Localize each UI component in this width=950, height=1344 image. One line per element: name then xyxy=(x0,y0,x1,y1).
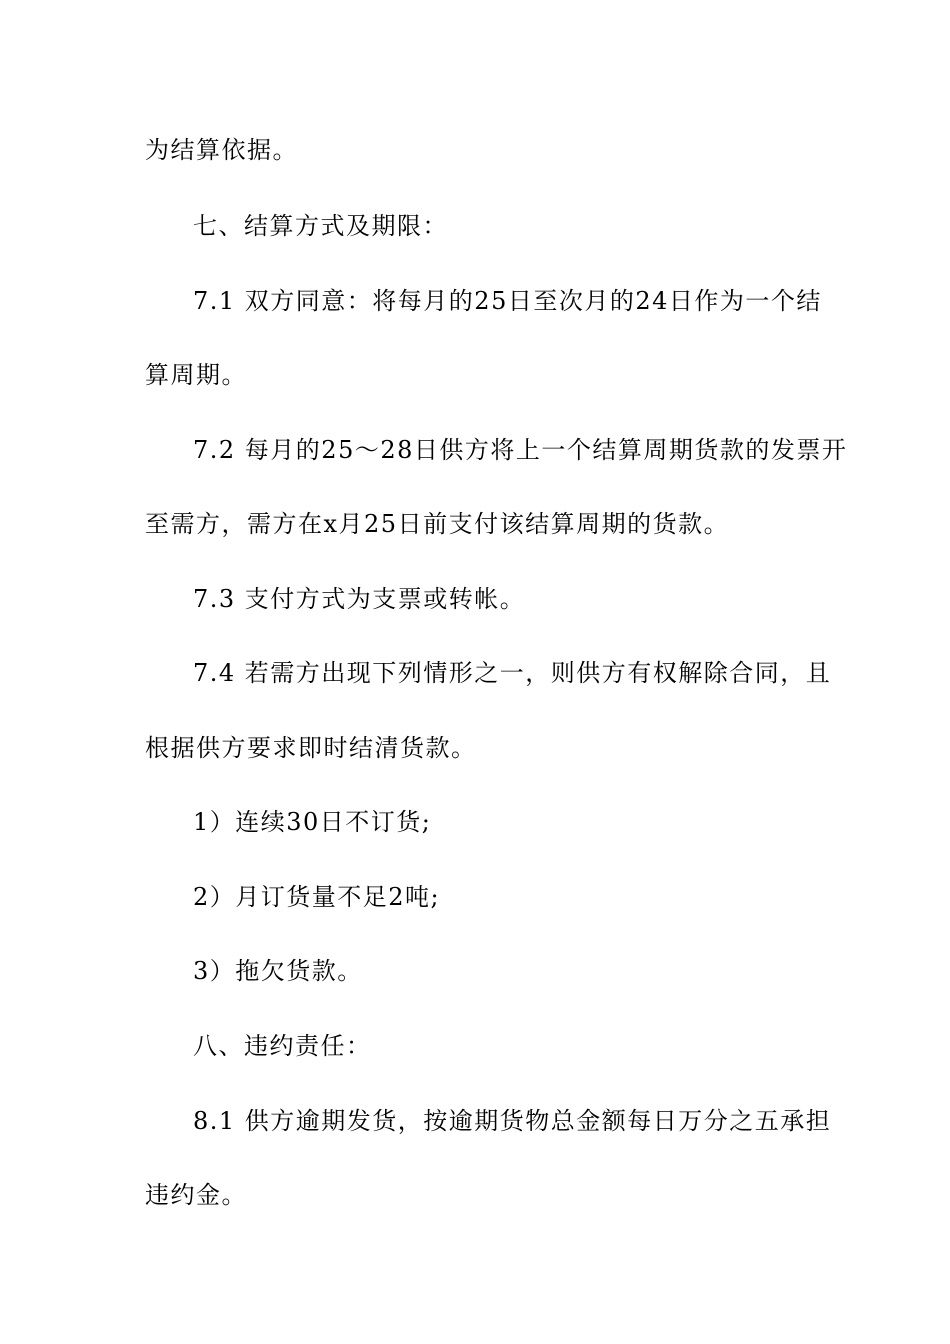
clause-8-1-line-2: 违约金。 xyxy=(145,1181,247,1209)
clause-7-1-line-1: 7.1 双方同意：将每月的25日至次月的24日作为一个结 xyxy=(193,287,822,315)
section-heading-liability: 八、违约责任： xyxy=(193,1032,372,1060)
list-item-3: 3）拖欠货款。 xyxy=(193,957,363,985)
clause-7-4-line-1: 7.4 若需方出现下列情形之一，则供方有权解除合同，且 xyxy=(193,659,832,687)
clause-7-2-line-2: 至需方，需方在x月25日前支付该结算周期的货款。 xyxy=(145,510,730,538)
clause-7-3: 7.3 支付方式为支票或转帐。 xyxy=(193,585,526,613)
list-item-1: 1）连续30日不订货; xyxy=(193,808,432,836)
clause-7-1-line-2: 算周期。 xyxy=(145,361,247,389)
clause-7-4-line-2: 根据供方要求即时结清货款。 xyxy=(145,734,477,762)
paragraph-continuation: 为结算依据。 xyxy=(145,136,298,164)
clause-7-2-line-1: 7.2 每月的25～28日供方将上一个结算周期货款的发票开 xyxy=(193,436,848,464)
section-heading-settlement: 七、结算方式及期限： xyxy=(193,212,448,240)
list-item-2: 2）月订货量不足2吨; xyxy=(193,883,441,911)
clause-8-1-line-1: 8.1 供方逾期发货，按逾期货物总金额每日万分之五承担 xyxy=(193,1107,832,1135)
